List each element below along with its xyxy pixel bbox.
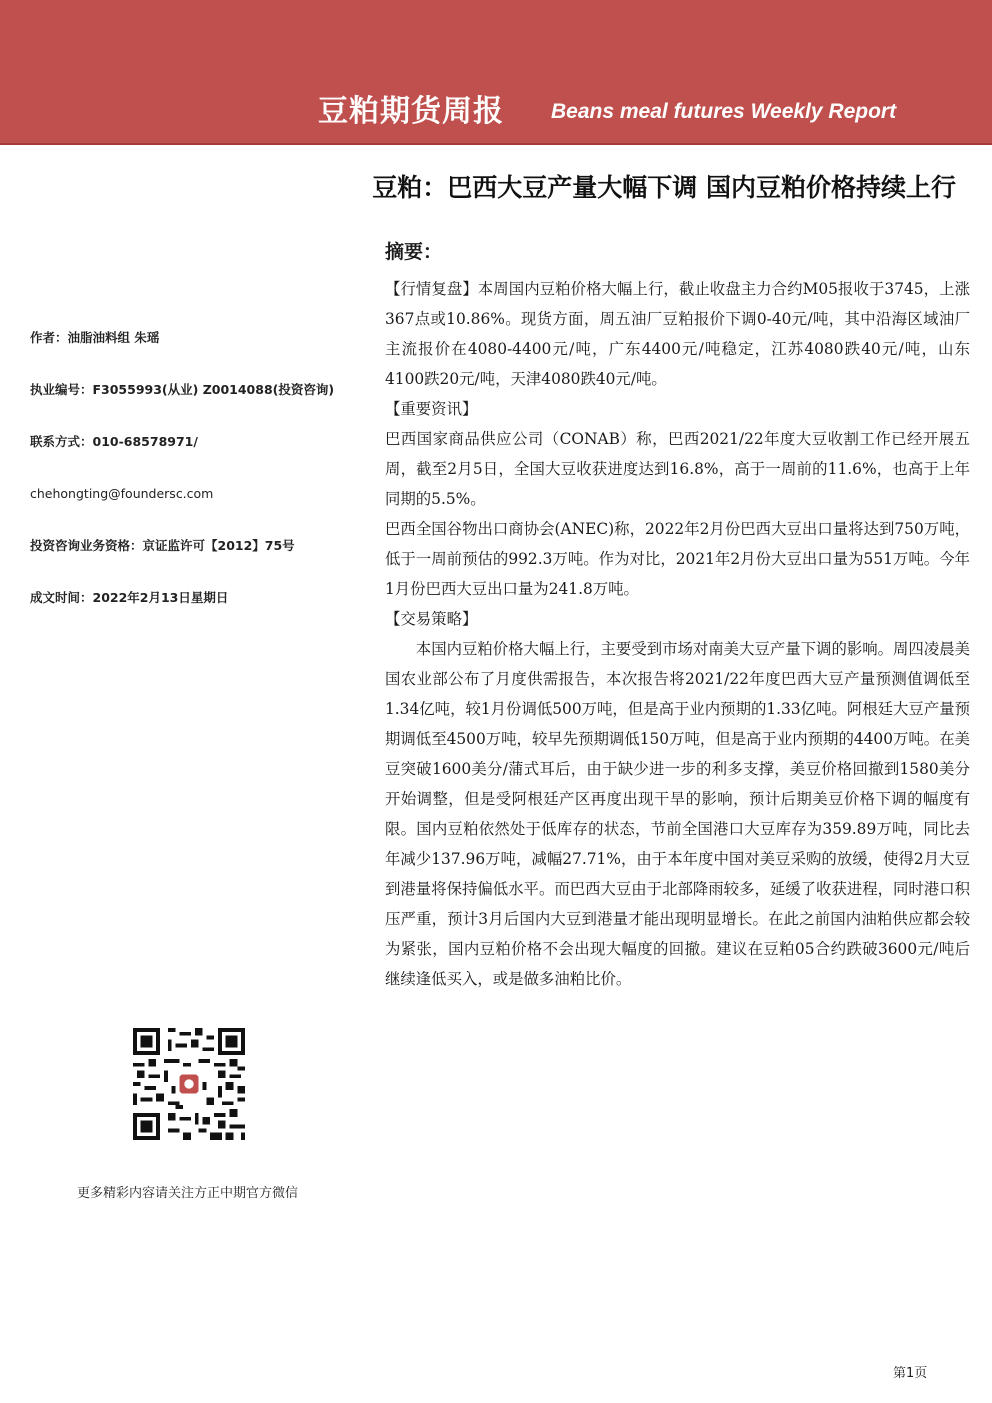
qr-caption: 更多精彩内容请关注方正中期官方微信 bbox=[76, 1186, 298, 1201]
page-number: 第1页 bbox=[893, 1366, 928, 1381]
header-banner bbox=[0, 0, 992, 145]
market-review: 【行情复盘】本周国内豆粕价格大幅上行，截止收盘主力合约M05报收于3745，上涨367点或10.86%。现货方面，周五油厂豆粕报价下调0-40元/吨，其中沿海区域油厂主流报价在4080-4400元/吨，广东4400元/吨稳定，江苏4080跌40元/吨，山东4100跌20元/吨，天津4080跌40元/吨。 bbox=[385, 280, 970, 388]
news-paragraph: 巴西国家商品供应公司（CONAB）称，巴西2021/22年度大豆收割工作已经开展五周，截至2月5日，全国大豆收获进度达到16.8%，高于一周前的11.6%，也高于上年同期的5.5%。 bbox=[385, 430, 970, 508]
report-title-zh: 豆粕期货周报 bbox=[318, 94, 504, 129]
abstract-title: 摘要： bbox=[385, 241, 443, 263]
contact: 联系方式：010-68578971/ bbox=[30, 434, 198, 449]
section-heading-news: 【重要资讯】 bbox=[385, 400, 478, 418]
news-paragraph: 巴西全国谷物出口商协会(ANEC)称，2022年2月份巴西大豆出口量将达到750万吨，低于一周前预估的992.3万吨。作为对比，2021年2月份大豆出口量为551万吨。今年1月份巴西大豆出口量为241.8万吨。 bbox=[385, 520, 970, 598]
report-title-en: Beans meal futures Weekly Report bbox=[551, 100, 897, 123]
abstract bbox=[385, 238, 970, 994]
section-heading-strategy: 【交易策略】 bbox=[385, 610, 478, 628]
wechat-qr-code bbox=[133, 1028, 245, 1140]
publish-date: 成文时间：2022年2月13日星期日 bbox=[30, 590, 229, 605]
strategy-paragraph: 本国内豆粕价格大幅上行，主要受到市场对南美大豆产量下调的影响。周四凌晨美国农业部公布了月度供需报告，本次报告将2021/22年度巴西大豆产量预测值调低至1.34亿吨，较1月份调低500万吨，但是高于业内预期的1.33亿吨。阿根廷大豆产量预期调低至4500万吨，较早先预期调低150万吨，但是高于业内预期的4400万吨。在美豆突破1600美分/蒲式耳后，由于缺少进一步的利多支撑，美豆价格回撤到1580美分开始调整，但是受阿根廷产区再度出现干旱的影响，预计后期美豆价格下调的幅度有限。国内豆粕依然处于低库存的状态，节前全国港口大豆库存为359.89万吨，同比去年减少137.96万吨，减幅27.71%，由于本年度中国对美豆采购的放缓，使得2月大豆到港量将保持偏低水平。而巴西大豆由于北部降雨较多，延缓了收获进程，同时港口积压严重，预计3月后国内大豆到港量才能出现明显增长。在此之前国内油粕供应都会较为紧张，国内豆粕价格不会出现大幅度的回撤。建议在豆粕05合约跌破3600元/吨后继续逢低买入，或是做多油粕比价。 bbox=[385, 640, 970, 988]
headline: 豆粕：巴西大豆产量大幅下调 国内豆粕价格持续上行 bbox=[372, 173, 956, 202]
license-number: 执业编号：F3055993(从业) Z0014088(投资咨询) bbox=[30, 382, 335, 397]
author-info bbox=[30, 328, 360, 640]
qualification: 投资咨询业务资格：京证监许可【2012】75号 bbox=[30, 538, 295, 553]
email: chehongting@foundersc.com bbox=[30, 486, 214, 501]
author: 作者：油脂油料组 朱瑶 bbox=[30, 330, 160, 345]
